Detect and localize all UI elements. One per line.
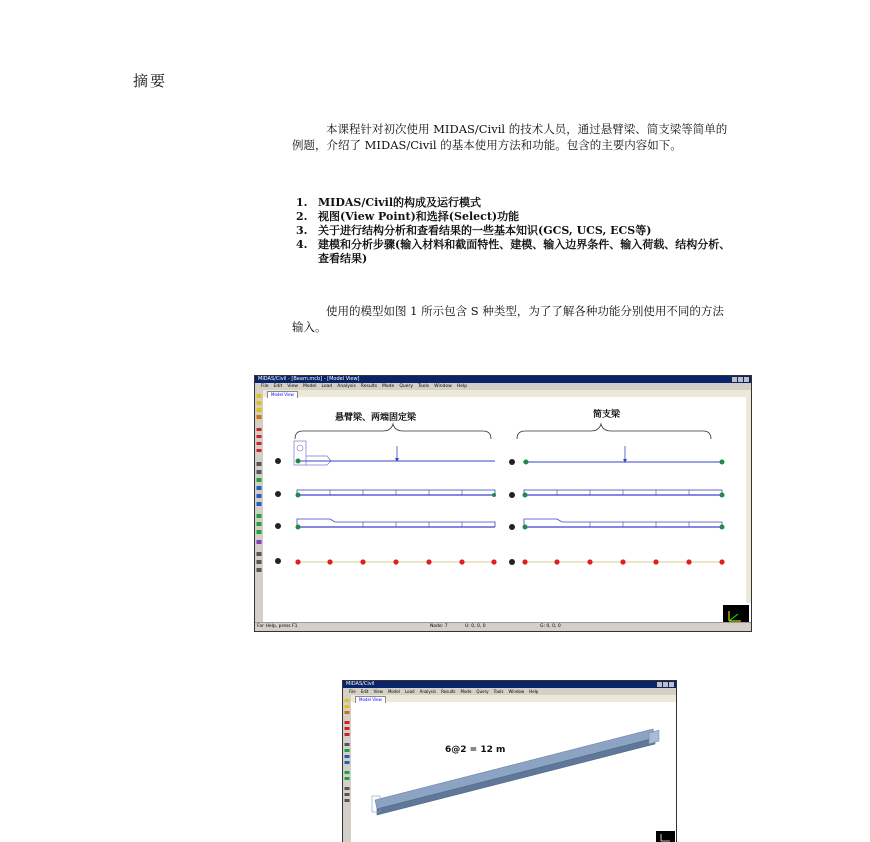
item-text: MIDAS/Civil的构成及运行模式	[318, 196, 482, 209]
menu-item: Analysis	[419, 689, 437, 694]
beam-3d-drawing	[343, 681, 677, 842]
status-node: Node: 7	[430, 624, 448, 629]
contents-item	[296, 210, 740, 224]
item-text: 建模和分析步骤(输入材料和截面特性、建模、输入边界条件、输入荷载、结构分析、查看结果)	[318, 238, 731, 265]
item-text: 视图(View Point)和选择(Select)功能	[318, 210, 520, 223]
beam-3d-screenshot	[342, 680, 677, 842]
intro-paragraph	[292, 121, 732, 153]
menu-item: Load	[404, 689, 415, 694]
menu-item: File	[349, 689, 356, 694]
menu-item: Query	[399, 384, 413, 389]
item-text: 关于进行结构分析和查看结果的一些基本知识(GCS, UCS, ECS等)	[318, 224, 652, 237]
menu-item: View	[287, 384, 298, 389]
menu-item: Help	[456, 384, 468, 389]
label-simple-beam: 简支梁	[593, 410, 621, 420]
menu-item: Analysis	[337, 384, 356, 389]
item-number: 4.	[296, 238, 308, 251]
status-ucs: U: 0, 0, 0	[465, 624, 486, 629]
menu-item: View	[373, 689, 383, 694]
item-number: 1.	[296, 196, 308, 209]
window-title: MIDAS/Civil - [Beam.mcb] - [Model View]	[258, 376, 360, 382]
menu-item: File	[261, 384, 269, 389]
model-screenshot	[254, 375, 752, 632]
menu-item: Results	[441, 689, 456, 694]
status-gcs: G: 0, 0, 0	[540, 624, 561, 629]
beam-row-2	[275, 490, 725, 498]
contents-item	[296, 238, 740, 266]
beam-length-label: 6@2 = 12 m	[445, 745, 506, 755]
tab-model-view: Model View	[267, 391, 298, 398]
beam-side-face	[377, 738, 655, 815]
label-cantilever-fixed: 悬臂梁、两端固定梁	[335, 413, 417, 423]
usage-text: 使用的模型如图 1 所示包含 S 种类型，为了了解各种功能分别使用不同的方法输入。	[292, 304, 724, 334]
menu-item: Load	[321, 384, 333, 389]
beam-row-4	[275, 558, 725, 565]
window-title: MIDAS/Civil	[346, 681, 375, 687]
beam-row-1	[275, 441, 725, 465]
menu-item: Edit	[273, 384, 283, 389]
menu-item: Mode	[460, 689, 472, 694]
item-number: 2.	[296, 210, 308, 223]
menu-item: Tools	[493, 689, 504, 694]
page-heading: 摘要	[133, 72, 168, 90]
tab-model-view: Model View	[355, 696, 386, 703]
contents-item	[296, 196, 740, 210]
item-number: 3.	[296, 224, 308, 237]
structure-drawing	[255, 376, 752, 632]
menu-item: Model	[302, 384, 317, 389]
contents-item	[296, 224, 740, 238]
menu-item: Help	[529, 689, 539, 694]
axis-icon	[656, 831, 675, 842]
menu-item: Window	[508, 689, 525, 694]
menu-item: Mode	[382, 384, 395, 389]
contents-list	[296, 196, 740, 266]
menu-item: Edit	[360, 689, 369, 694]
menu-item: Window	[434, 384, 452, 389]
vertical-scrollbar	[746, 397, 752, 603]
menu-item: Query	[476, 689, 489, 694]
left-group-brace	[295, 424, 491, 439]
beam-top-face	[375, 729, 655, 809]
intro-text: 本课程针对初次使用 MIDAS/Civil 的技术人员，通过悬臂梁、简支梁等简单的例题，介绍了 MIDAS/Civil 的基本使用方法和功能。包含的主要内容如下。	[292, 122, 728, 152]
right-group-brace	[517, 424, 711, 439]
status-help: For Help, press F1	[257, 624, 298, 629]
status-bar	[255, 622, 751, 631]
beam-row-3	[275, 519, 725, 530]
menu-item: Model	[387, 689, 400, 694]
menu-item: Tools	[418, 384, 430, 389]
menu-item: Results	[360, 384, 378, 389]
usage-paragraph	[292, 303, 732, 335]
